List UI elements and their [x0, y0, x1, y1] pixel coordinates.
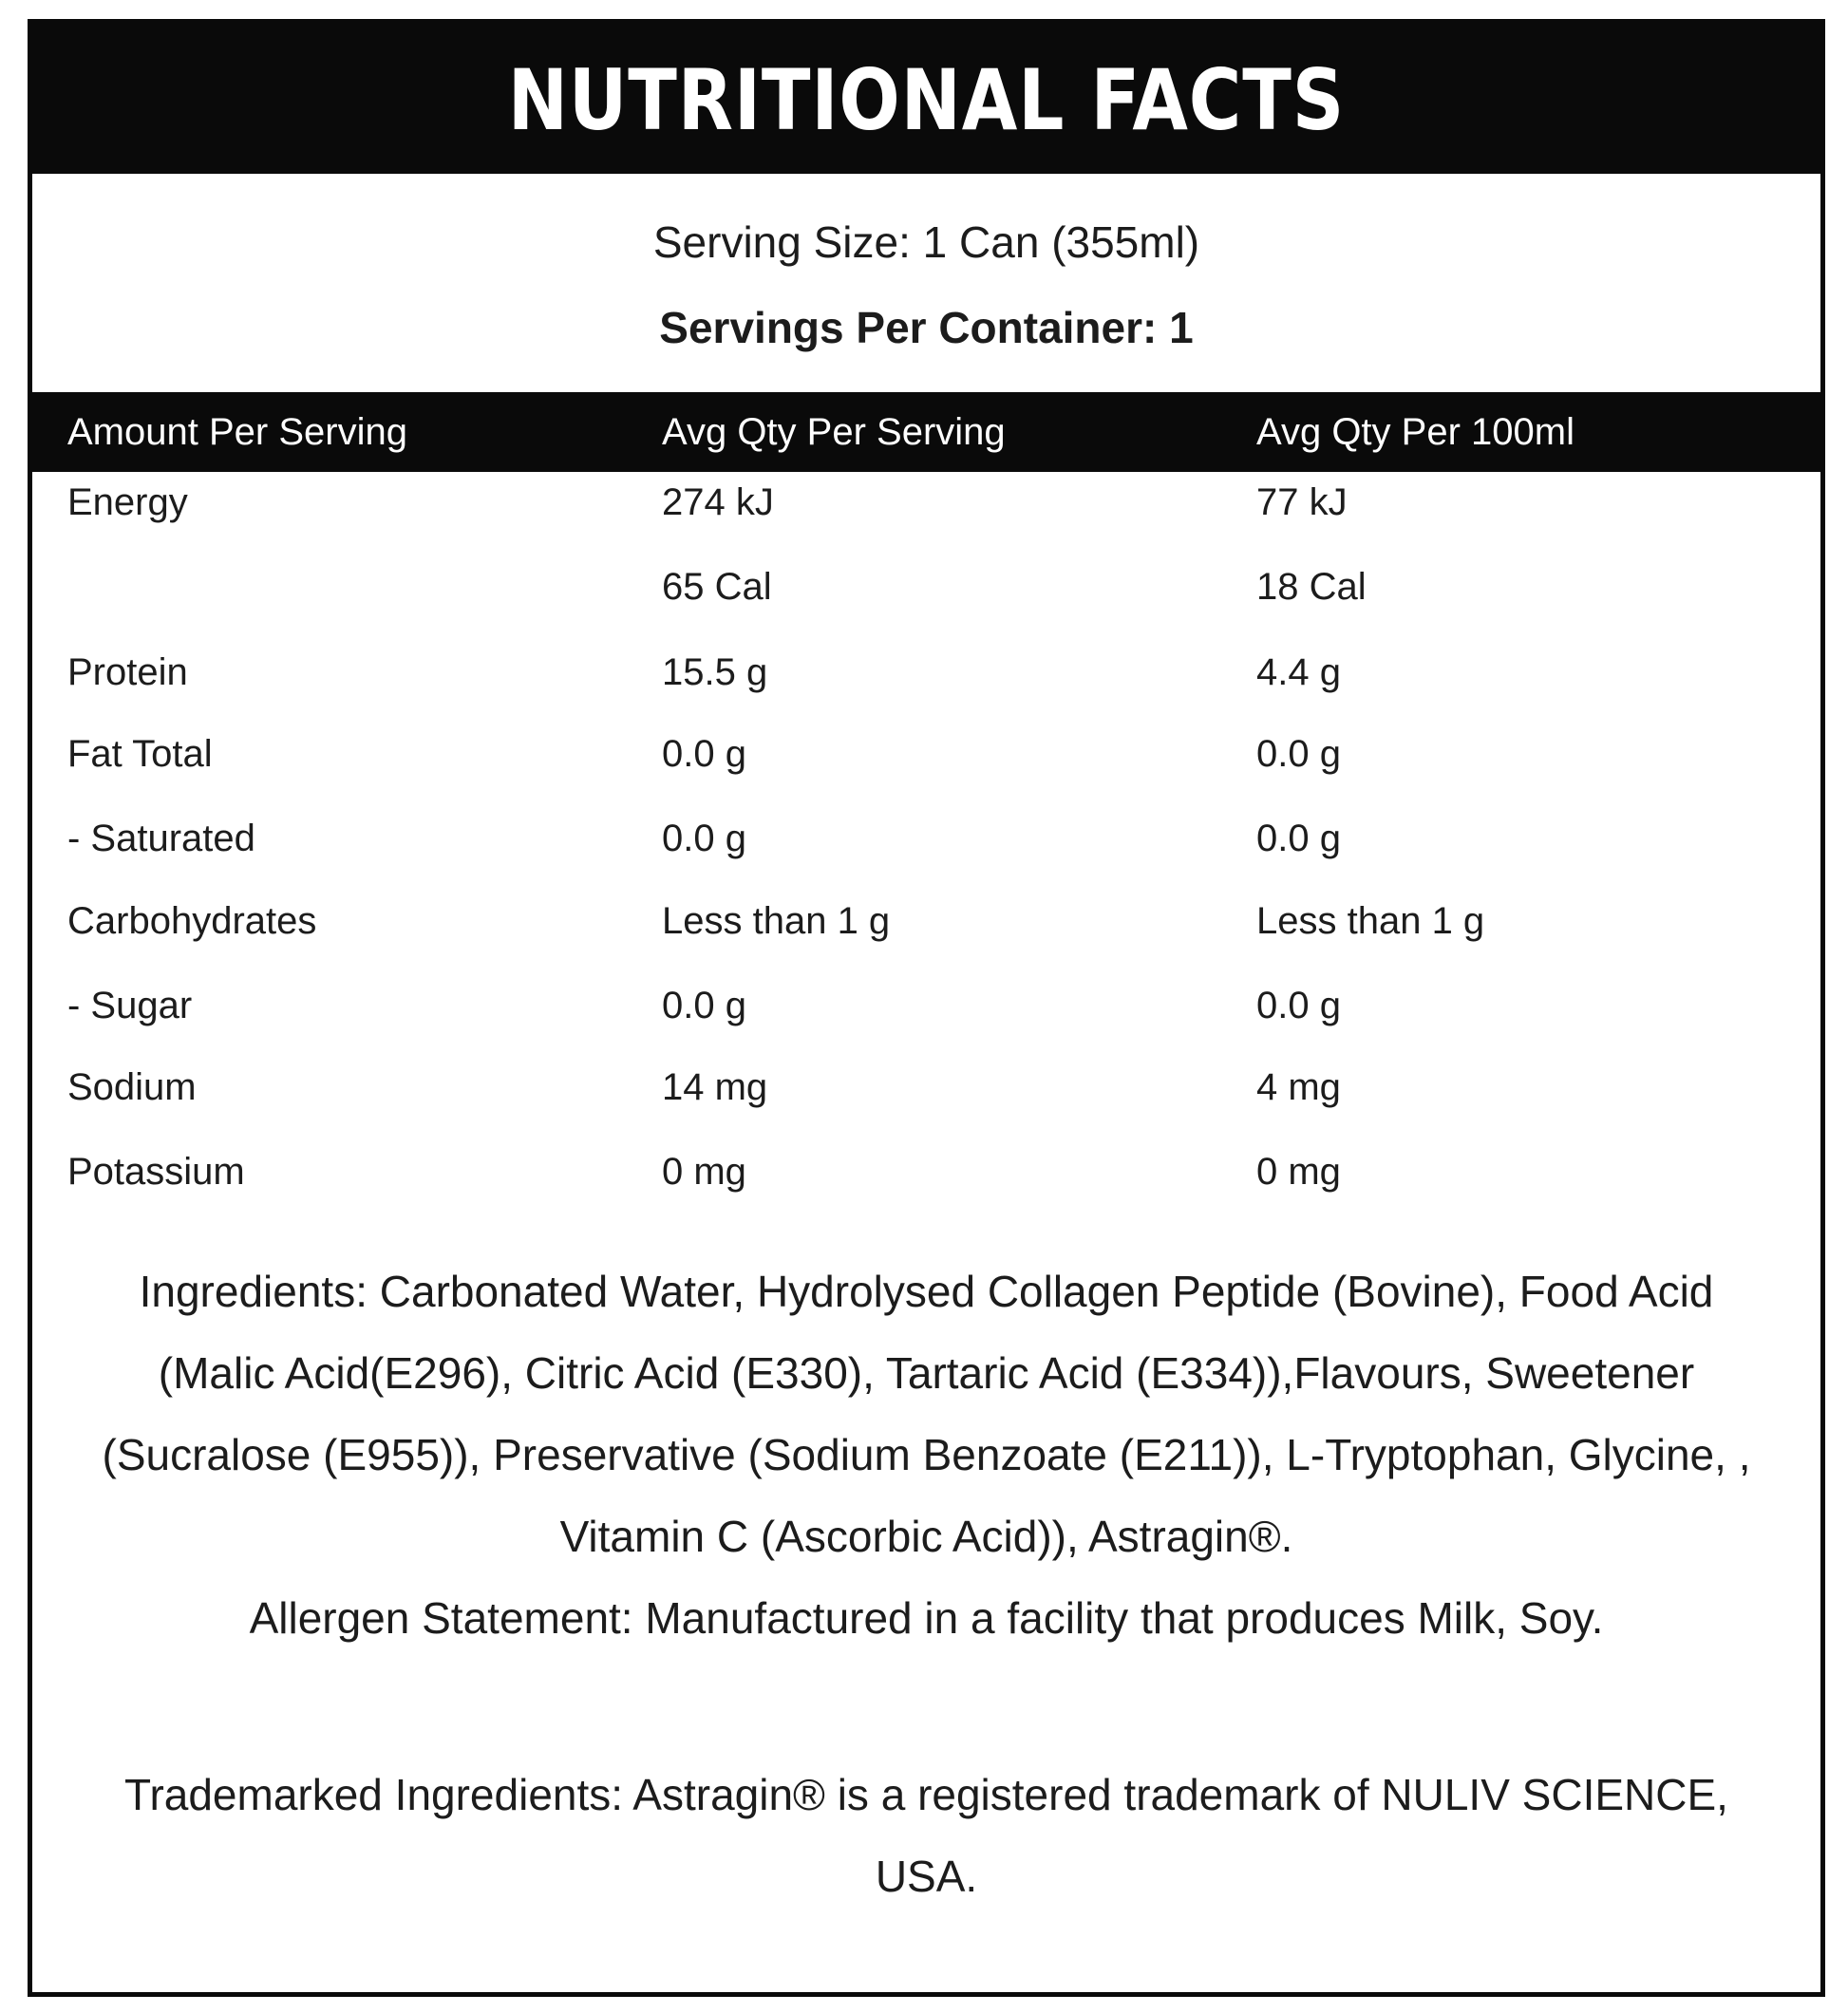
per-100ml-value: 0.0 g — [1256, 985, 1341, 1026]
table-row — [32, 558, 1820, 615]
nutrient-name: Potassium — [67, 1151, 245, 1193]
per-100ml-value: 18 Cal — [1256, 566, 1367, 608]
nutrient-name: Energy — [67, 481, 188, 523]
table-row — [32, 977, 1820, 1034]
per-100ml-value: Less than 1 g — [1256, 900, 1485, 942]
nutrition-facts-panel — [28, 19, 1825, 1997]
per-100ml-value: 0 mg — [1256, 1151, 1341, 1193]
per-serving-value: 0 mg — [662, 1151, 746, 1193]
page-title: NUTRITIONAL FACTS — [507, 51, 1346, 149]
header-avg-qty-per-serving: Avg Qty Per Serving — [662, 410, 1006, 453]
nutrient-name: Fat Total — [67, 733, 213, 775]
serving-info — [32, 174, 1820, 392]
per-100ml-value: 0.0 g — [1256, 733, 1341, 775]
per-serving-value: 0.0 g — [662, 733, 746, 775]
table-header — [32, 392, 1820, 472]
table-row — [32, 725, 1820, 782]
per-100ml-value: 77 kJ — [1256, 481, 1348, 523]
table-row — [32, 474, 1820, 531]
ingredients-list: Ingredients: Carbonated Water, Hydrolysed Collagen Peptide (Bovine), Food Acid (Malic Acid(E296), Citric Acid (E330), Tartaric Acid (E334)),Flavours, Sweetener (Sucralose (E955)), Preservative (Sodium Benzoate (E211)), L-Tryptophan, Glycine, , Vitamin C (Ascorbic Acid)), Astragin®. — [102, 1267, 1751, 1561]
table-row — [32, 1059, 1820, 1116]
per-serving-value: 14 mg — [662, 1066, 768, 1108]
table-row — [32, 810, 1820, 867]
per-100ml-value: 4.4 g — [1256, 651, 1341, 693]
nutrition-table — [32, 472, 1820, 1251]
per-serving-value: 0.0 g — [662, 818, 746, 859]
per-100ml-value: 0.0 g — [1256, 818, 1341, 859]
nutrient-name: Protein — [67, 651, 188, 693]
per-serving-value: 0.0 g — [662, 985, 746, 1026]
per-serving-value: Less than 1 g — [662, 900, 891, 942]
table-row — [32, 893, 1820, 950]
per-serving-value: 15.5 g — [662, 651, 768, 693]
nutrient-name: - Sugar — [67, 985, 193, 1026]
nutrient-name: Sodium — [67, 1066, 197, 1108]
header-avg-qty-per-100ml: Avg Qty Per 100ml — [1256, 410, 1575, 453]
table-row — [32, 1143, 1820, 1200]
nutrient-name: - Saturated — [67, 818, 255, 859]
allergen-statement: Allergen Statement: Manufactured in a facility that produces Milk, Soy. — [249, 1593, 1604, 1643]
header-amount-per-serving: Amount Per Serving — [67, 410, 407, 453]
table-row — [32, 644, 1820, 701]
per-serving-value: 65 Cal — [662, 566, 772, 608]
servings-per-container: Servings Per Container: 1 — [659, 303, 1194, 352]
title-bar — [32, 24, 1820, 174]
nutrient-name: Carbohydrates — [67, 900, 317, 942]
ingredients-text — [32, 1251, 1820, 1659]
serving-size: Serving Size: 1 Can (355ml) — [652, 217, 1200, 267]
per-serving-value: 274 kJ — [662, 481, 774, 523]
per-100ml-value: 4 mg — [1256, 1066, 1341, 1108]
trademark-statement: Trademarked Ingredients: Astragin® is a registered trademark of NULIV SCIENCE, USA. — [124, 1770, 1728, 1901]
